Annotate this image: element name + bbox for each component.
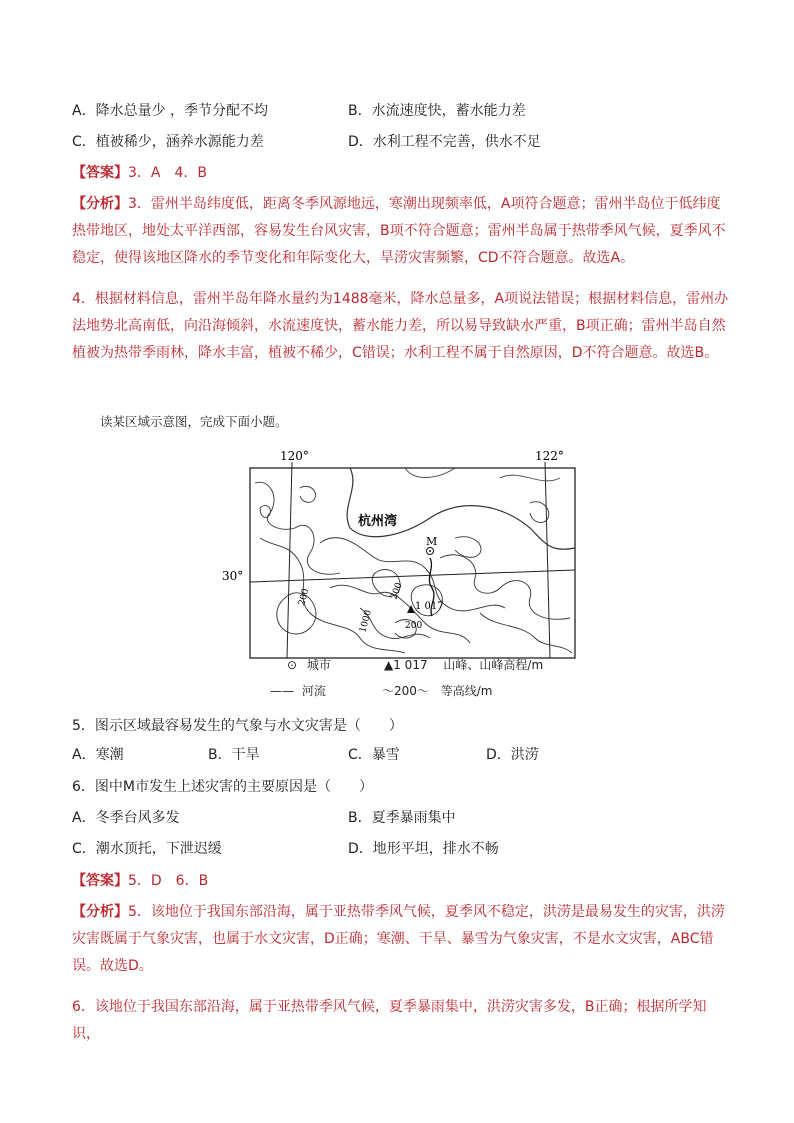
analysis-paragraph-6 — [72, 994, 732, 1048]
option-b: B．水流速度快，蓄水能力差 — [348, 103, 526, 119]
answer-tag-2: 【答案】 — [72, 873, 128, 889]
analysis-tag-2: 【分析】 — [72, 904, 128, 920]
city-m-label: M — [426, 535, 438, 548]
river-legend-icon: —— — [270, 684, 294, 698]
answer-line — [72, 163, 207, 183]
analysis-tag: 【分析】 — [72, 196, 128, 212]
q6-option-a: A．冬季台风多发 — [72, 810, 180, 826]
latitude-30-line — [250, 570, 575, 582]
legend-city: ⊙ 城市 — [287, 658, 331, 672]
answer-line-2 — [72, 871, 208, 891]
legend-peak — [384, 656, 543, 673]
legend-river: —— 河流 — [270, 684, 326, 698]
longitude-120-line — [287, 462, 292, 658]
option-c: C．植被稀少，涵养水源能力差 — [72, 134, 264, 150]
longitude-122-line — [545, 462, 550, 658]
option-a: A．降水总量少 ，季节分配不均 — [72, 103, 269, 119]
answer-text: 3．A 4．B — [128, 165, 207, 181]
peak-elevation-label: 1 017 — [415, 601, 444, 612]
lon-122-label: 122° — [535, 449, 564, 463]
analysis-text-6: 6．该地位于我国东部沿海，属于亚热带季风气候，夏季暴雨集中，洪涝灾害多发，B正确；根据所学知识， — [72, 999, 707, 1042]
analysis-paragraph-4 — [72, 286, 732, 367]
contour-label-200a: 200 — [297, 587, 312, 607]
question-intro: 读某区域示意图，完成下面小题。 — [100, 414, 288, 429]
q6-option-b: B．夏季暴雨集中 — [348, 810, 456, 826]
analysis-text-3: 3．雷州半岛纬度低，距离冬季风源地远，寒潮出现频率低，A项符合题意；雷州半岛位于低纬度热带地区，地处太平洋西部，容易发生台风灾害，B项不符合题意；雷州半岛属于热带季风气候，夏季风不稳定，使得该地区降水的季节变化和年际变化大，旱涝灾害频繁，CD不符合题意。故选A。 — [72, 196, 726, 266]
q5-option-b: B．干旱 — [208, 747, 260, 763]
lon-120-label: 120° — [280, 449, 309, 463]
q6-option-c: C．潮水顶托，下泄迟缓 — [72, 841, 222, 857]
contour-label-200b: 200 — [389, 581, 405, 602]
analysis-text-5: 5．该地位于我国东部沿海，属于亚热带季风气候，夏季风不稳定，洪涝是最易发生的灾害，洪涝灾害既属于气象灾害，也属于水文灾害，D正确；寒潮、干旱、暴雪为气象灾害，不是水文灾害，ABC错误。故选D。 — [72, 904, 725, 974]
q5-option-d: D．洪涝 — [486, 747, 539, 763]
contour-legend-label: 等高线/m — [440, 684, 493, 698]
analysis-paragraph-3 — [72, 191, 732, 272]
answer-text-2: 5．D 6．B — [128, 873, 209, 889]
contour-label-1000: 1000 — [358, 609, 374, 634]
q6-option-d: D．地形平坦，排水不畅 — [348, 841, 499, 857]
question-5-stem: 5．图示区域最容易发生的气象与水文灾害是（ ） — [72, 718, 403, 734]
contour-legend-value: 200 — [394, 684, 417, 698]
answer-tag: 【答案】 — [72, 165, 128, 181]
bay-label: 杭州湾 — [358, 514, 398, 529]
analysis-text-4: 4．根据材料信息，雷州半岛年降水量约为1488毫米，降水总量多，A项说法错误；根据材料信息，雷州办法地势北高南低，向沿海倾斜，水流速度快，蓄水能力差，所以易导致缺水严重，B项正确；雷州半岛自然植被为热带季雨林，降水丰富，植被不稀少，C错误；水利工程不属于自然原因，D不符合题意。故选B。 — [72, 291, 729, 361]
peak-legend-value: ▲1 017 — [384, 658, 428, 672]
q5-option-c: C．暴雪 — [348, 747, 400, 763]
contour-label-200c: 200 — [405, 621, 423, 631]
lat-30-label: 30° — [222, 569, 244, 583]
q5-option-a: A．寒潮 — [72, 747, 124, 763]
legend-contour: 〜200〜 等高线/m — [382, 684, 493, 698]
option-d: D．水利工程不完善，供水不足 — [348, 134, 541, 150]
peak-legend-label: 山峰、山峰高程/m — [443, 658, 544, 672]
analysis-paragraph-5 — [72, 899, 732, 980]
city-icon: ⊙ — [287, 658, 298, 672]
question-6-stem: 6．图中M市发生上述灾害的主要原因是（ ） — [72, 779, 373, 795]
contour-legend-icon: 〜 — [382, 684, 395, 698]
